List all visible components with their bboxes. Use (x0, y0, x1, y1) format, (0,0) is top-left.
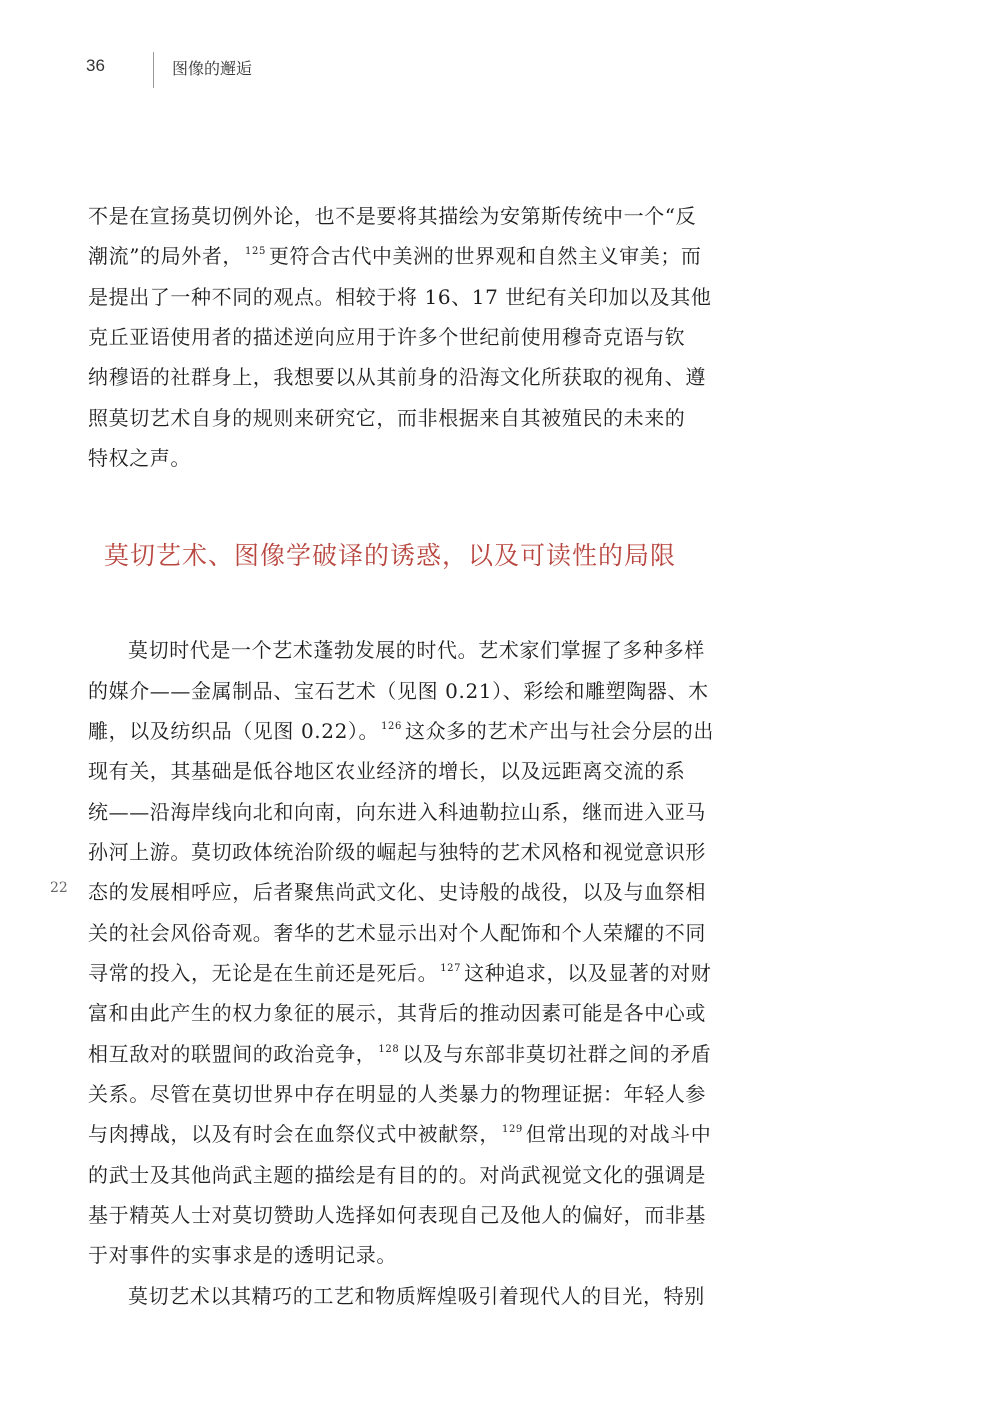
text-line: 富和由此产生的权力象征的展示，其背后的推动因素可能是各中心或 (88, 1001, 706, 1025)
text-line: 关系。尽管在莫切世界中存在明显的人类暴力的物理证据：年轻人参 (88, 1082, 706, 1106)
text-line: 潮流”的局外者， $^{125}$ 更符合古代中美洲的世界观和自然主义审美；而 (88, 244, 702, 268)
text-line: 寻常的投入，无论是在生前还是死后。 $^{127}$ 这种追求，以及显著的对财 (88, 961, 712, 985)
footnote-ref: 125 (245, 246, 266, 257)
text-line: 关的社会风俗奇观。奢华的艺术显示出对个人配饰和个人荣耀的不同 (88, 921, 706, 945)
text-line: 于对事件的实事求是的透明记录。 (88, 1243, 397, 1267)
text-line: 基于精英人士对莫切赞助人选择如何表现自己及他人的偏好，而非基 (88, 1203, 706, 1227)
text-line: 莫切艺术以其精巧的工艺和物质辉煌吸引着现代人的目光，特别 (128, 1284, 705, 1308)
text-line: 相互敌对的联盟间的政治竞争， $^{128}$ 以及与东部非莫切社群之间的矛盾 (88, 1042, 712, 1066)
text-line: 特权之声。 (88, 446, 191, 470)
text-line: 孙河上游。莫切政体统治阶级的崛起与独特的艺术风格和视觉意识形 (88, 840, 706, 864)
text-line: 纳穆语的社群身上，我想要以从其前身的沿海文化所获取的视角、遵 (88, 365, 706, 389)
text-line: 莫切时代是一个艺术蓬勃发展的时代。艺术家们掌握了多种多样 (128, 638, 705, 662)
text-line: 不是在宣扬莫切例外论，也不是要将其描绘为安第斯传统中一个“反 (88, 204, 697, 228)
running-title: 图像的邂逅 (172, 59, 253, 78)
text-line: 的武士及其他尚武主题的描绘是有目的的。对尚武视觉文化的强调是 (88, 1163, 706, 1187)
text-line: 是提出了一种不同的观点。相较于将 16、17 世纪有关印加以及其他 (88, 285, 712, 309)
footnote-ref: 129 (502, 1124, 523, 1135)
text-line: 克丘亚语使用者的描述逆向应用于许多个世纪前使用穆奇克语与钦 (88, 325, 686, 349)
footnote-ref: 128 (378, 1044, 400, 1055)
section-heading: 莫切艺术、图像学破译的诱惑，以及可读性的局限 (104, 541, 677, 570)
text-line: 与肉搏战，以及有时会在血祭仪式中被献祭， $^{129}$ 但常出现的对战斗中 (88, 1122, 712, 1146)
footnote-ref: 126 (381, 721, 402, 732)
text-line: 的媒介——金属制品、宝石艺术（见图 0.21）、彩绘和雕塑陶器、木 (88, 679, 709, 703)
text-line: 雕，以及纺织品（见图 0.22）。 $^{126}$ 这众多的艺术产出与社会分层的出 (88, 719, 714, 743)
header-divider (153, 52, 154, 88)
text-line: 统——沿海岸线向北和向南，向东进入科迪勒拉山系，继而进入亚马 (88, 800, 706, 824)
text-line: 态的发展相呼应，后者聚焦尚武文化、史诗般的战役，以及与血祭相 (88, 880, 706, 904)
text-line: 现有关，其基础是低谷地区农业经济的增长，以及远距离交流的系 (88, 759, 686, 783)
margin-page-number: 22 (50, 880, 68, 896)
page-number: 36 (86, 56, 105, 75)
footnote-ref: 127 (440, 963, 462, 974)
text-line: 照莫切艺术自身的规则来研究它，而非根据来自其被殖民的未来的 (88, 406, 686, 430)
